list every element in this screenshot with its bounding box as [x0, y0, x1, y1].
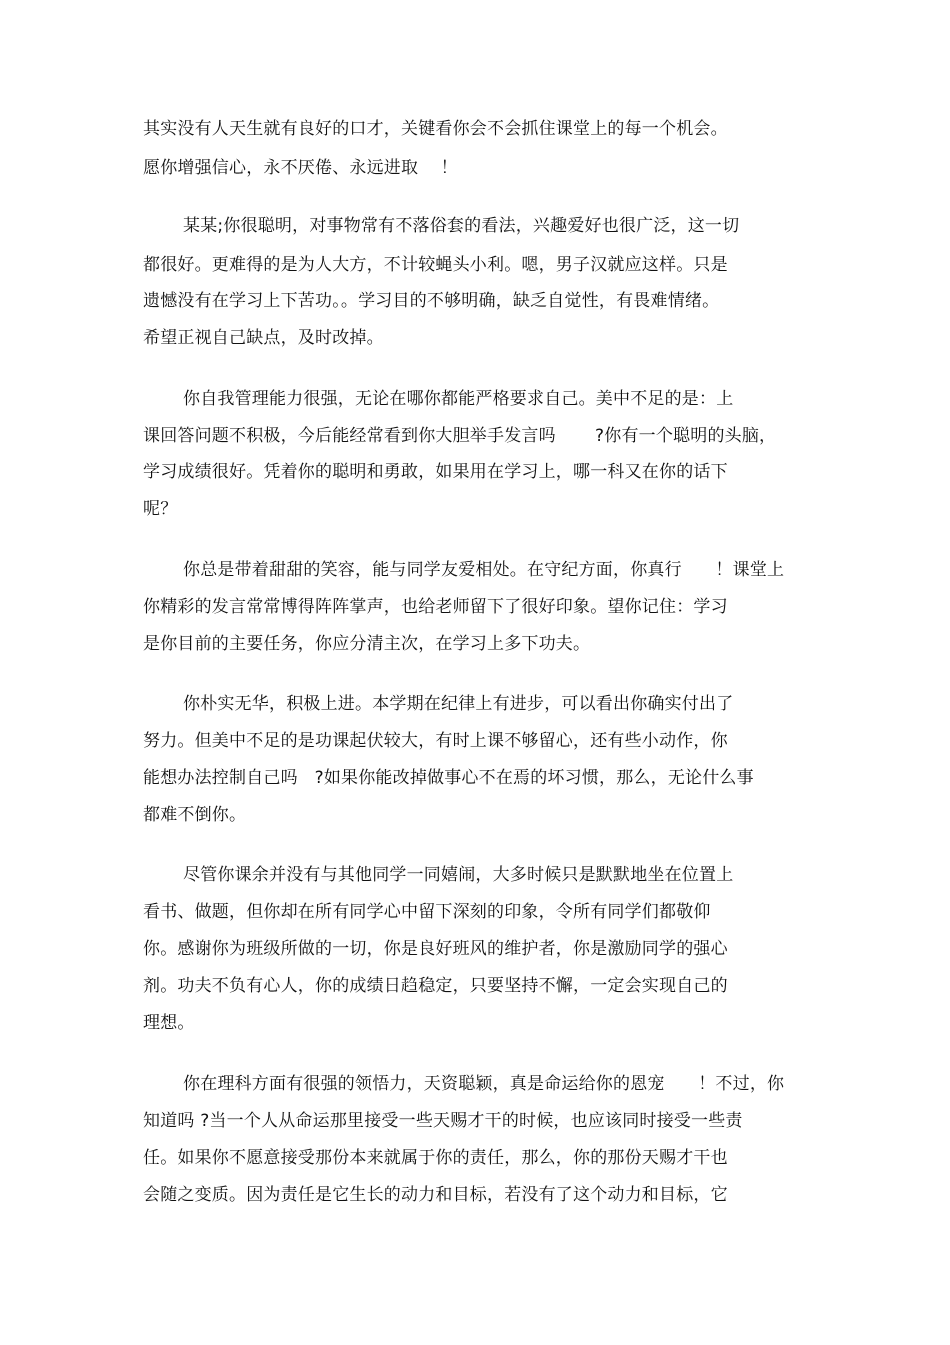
paragraph-1-line-1: 其实没有人天生就有良好的口才，关键看你会不会抓住课堂上的每一个机会。: [143, 119, 728, 139]
paragraph-6-line-1: 尽管你课余并没有与其他同学一同嬉闹，大多时候只是默默地坐在位置上: [183, 865, 734, 885]
paragraph-7-line-2: 知道吗 ?当一个人从命运那里接受一些天赐才干的时候，也应该同时接受一些责: [143, 1111, 743, 1131]
paragraph-6-line-2: 看书、做题，但你却在所有同学心中留下深刻的印象，令所有同学们都敬仰: [143, 902, 711, 922]
paragraph-4-line-1: 你总是带着甜甜的笑容，能与同学友爱相处。在守纪方面，你真行 ！课堂上: [183, 560, 785, 580]
paragraph-7-line-3: 任。如果你不愿意接受那份本来就属于你的责任，那么，你的那份天赐才干也: [143, 1148, 728, 1168]
paragraph-3-line-3: 学习成绩很好。凭着你的聪明和勇敢，如果用在学习上，哪一科又在你的话下: [143, 462, 728, 482]
paragraph-3-line-1: 你自我管理能力很强，无论在哪你都能严格要求自己。美中不足的是：上: [183, 389, 734, 409]
paragraph-2-line-4: 希望正视自己缺点，及时改掉。: [143, 328, 384, 348]
paragraph-1-line-2: 愿你增强信心，永不厌倦、永远进取 ！: [143, 158, 458, 178]
paragraph-7-line-1: 你在理科方面有很强的领悟力，天资聪颖，真是命运给你的恩宠 ！不过，你: [183, 1074, 785, 1094]
paragraph-6-line-3: 你。感谢你为班级所做的一切，你是良好班风的维护者，你是激励同学的强心: [143, 939, 728, 959]
paragraph-3-line-2: 课回答问题不积极，今后能经常看到你大胆举手发言吗 ?你有一个聪明的头脑，: [143, 426, 777, 446]
paragraph-2-line-2: 都很好。更难得的是为人大方，不计较蝇头小利。嗯，男子汉就应这样。只是: [143, 255, 728, 275]
paragraph-5-line-1: 你朴实无华，积极上进。本学期在纪律上有进步，可以看出你确实付出了: [183, 694, 734, 714]
paragraph-4-line-2: 你精彩的发言常常博得阵阵掌声，也给老师留下了很好印象。望你记住：学习: [143, 597, 728, 617]
paragraph-4-line-3: 是你目前的主要任务，你应分清主次，在学习上多下功夫。: [143, 634, 591, 654]
paragraph-5-line-2: 努力。但美中不足的是功课起伏较大，有时上课不够留心，还有些小动作，你: [143, 731, 728, 751]
paragraph-2-line-3: 遗憾没有在学习上下苦功。。学习目的不够明确，缺乏自觉性，有畏难情绪。: [143, 291, 720, 311]
paragraph-5-line-3: 能想办法控制自己吗 ?如果你能改掉做事心不在焉的坏习惯，那么，无论什么事: [143, 768, 754, 788]
paragraph-6-line-5: 理想。: [143, 1013, 195, 1033]
paragraph-2-line-1: 某某;你很聪明，对事物常有不落俗套的看法，兴趣爱好也很广泛，这一切: [183, 216, 740, 236]
paragraph-3-line-4: 呢？: [143, 499, 178, 519]
paragraph-6-line-4: 剂。功夫不负有心人，你的成绩日趋稳定，只要坚持不懈，一定会实现自己的: [143, 976, 728, 996]
paragraph-7-line-4: 会随之变质。因为责任是它生长的动力和目标，若没有了这个动力和目标，它: [143, 1185, 728, 1205]
paragraph-5-line-4: 都难不倒你。: [143, 805, 247, 825]
